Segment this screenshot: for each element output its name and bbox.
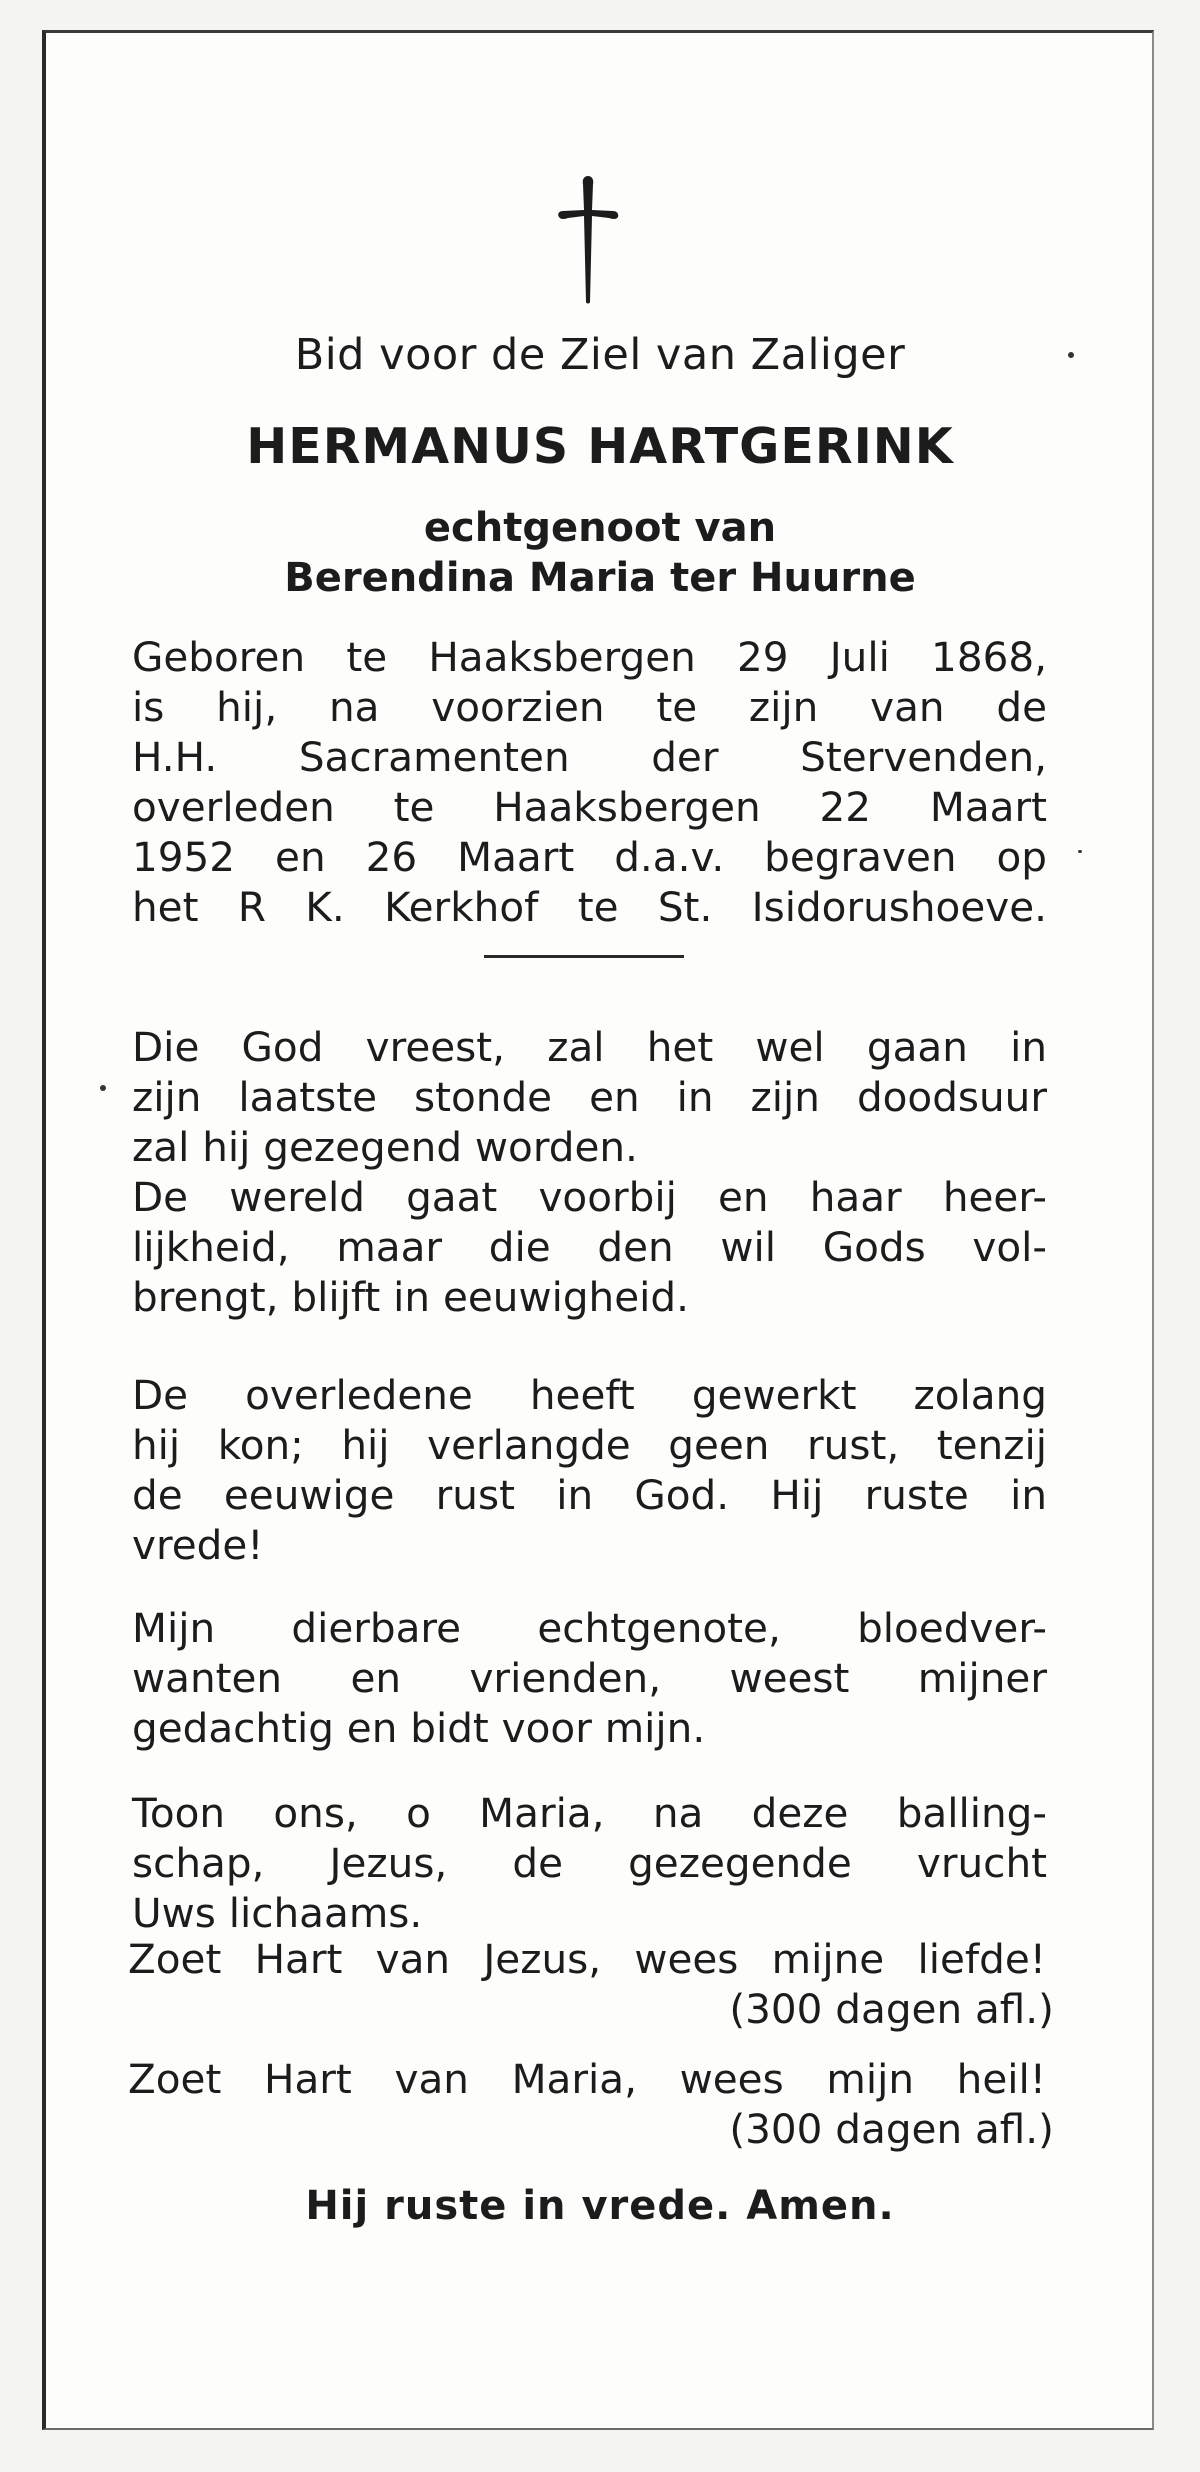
verse-line: De overledene heeft gewerkt zolang bbox=[132, 1371, 1047, 1419]
divider-rule bbox=[484, 955, 684, 958]
verse-line: Toon ons, o Maria, na deze balling- bbox=[132, 1789, 1047, 1837]
cross-icon bbox=[553, 170, 623, 310]
biography-line: is hij, na voorzien te zijn van de bbox=[132, 683, 1047, 731]
deceased-name: HERMANUS HARTGERINK bbox=[246, 418, 954, 475]
verse-line: schap, Jezus, de gezegende vrucht bbox=[132, 1839, 1047, 1887]
biography-line: H.H. Sacramenten der Stervenden, bbox=[132, 733, 1047, 781]
spouse-label: echtgenoot van bbox=[423, 505, 777, 551]
biography-line: 1952 en 26 Maart d.a.v. begraven op bbox=[132, 833, 1047, 881]
closing-line: Hij ruste in vrede. Amen. bbox=[305, 2183, 895, 2229]
indulgence-note: (300 dagen afl.) bbox=[729, 1985, 1054, 2033]
biography-line: het R K. Kerkhof te St. Isidorushoeve. bbox=[132, 883, 1047, 931]
biography-line: overleden te Haaksbergen 22 Maart bbox=[132, 783, 1047, 831]
verse-line: brengt, blijft in eeuwigheid. bbox=[132, 1273, 689, 1321]
prayer-maria: Zoet Hart van Maria, wees mijn heil! bbox=[128, 2055, 1046, 2103]
verse-paragraph-2 bbox=[132, 1370, 1047, 1570]
verse-paragraph-3 bbox=[132, 1603, 1047, 1753]
prayer-jesus: Zoet Hart van Jezus, wees mijne liefde! bbox=[128, 1935, 1046, 1983]
spouse-name: Berendina Maria ter Huurne bbox=[284, 555, 916, 601]
verse-line: vrede! bbox=[132, 1521, 264, 1569]
verse-line: lijkheid, maar die den wil Gods vol- bbox=[132, 1223, 1047, 1271]
print-speck bbox=[1078, 850, 1082, 853]
verse-line: de eeuwige rust in God. Hij ruste in bbox=[132, 1471, 1047, 1519]
verse-paragraph-4 bbox=[132, 1788, 1047, 1938]
print-speck bbox=[100, 1085, 106, 1091]
biography-line: Geboren te Haaksbergen 29 Juli 1868, bbox=[132, 633, 1047, 681]
indulgence-note: (300 dagen afl.) bbox=[729, 2105, 1054, 2153]
verse-line: Uws lichaams. bbox=[132, 1889, 423, 1937]
verse-line: zal hij gezegend worden. bbox=[132, 1123, 638, 1171]
verse-line: gedachtig en bidt voor mijn. bbox=[132, 1704, 706, 1752]
verse-line: Mijn dierbare echtgenote, bloedver- bbox=[132, 1604, 1047, 1652]
verse-line: hij kon; hij verlangde geen rust, tenzij bbox=[132, 1421, 1047, 1469]
print-speck bbox=[1068, 352, 1074, 358]
verse-line: wanten en vrienden, weest mijner bbox=[132, 1654, 1047, 1702]
verse-paragraph-1 bbox=[132, 1022, 1047, 1322]
biography-paragraph bbox=[132, 632, 1047, 932]
intro-line: Bid voor de Ziel van Zaliger bbox=[294, 330, 906, 380]
verse-line: De wereld gaat voorbij en haar heer- bbox=[132, 1173, 1047, 1221]
verse-line: zijn laatste stonde en in zijn doodsuur bbox=[132, 1073, 1047, 1121]
verse-line: Die God vreest, zal het wel gaan in bbox=[132, 1023, 1047, 1071]
